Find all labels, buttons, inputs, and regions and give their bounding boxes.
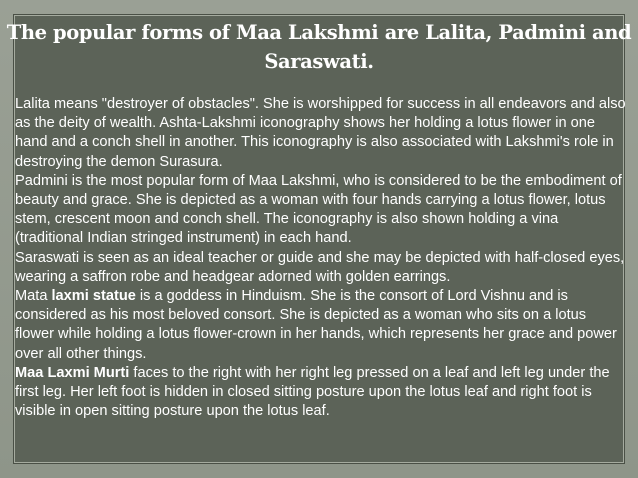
slide-title-line-1: The popular forms of Maa Lakshmi are Lalita, Padmini and (6, 21, 632, 44)
slide-body (15, 95, 627, 421)
slide-title (0, 18, 638, 76)
paragraph-lalita: Lalita means "destroyer of obstacles". She is worshipped for success in all endeavors and also as the deity of wealth. Ashta-Lakshmi iconography shows her holding a lotus flower in one hand and a conch shell in another. This iconography is also associated with Lakshmi's role in destroying the demon Surasura. (15, 96, 626, 170)
mata-bold-term: laxmi statue (51, 288, 136, 305)
mata-prefix: Mata (15, 288, 52, 305)
paragraph-padmini: Padmini is the most popular form of Maa Lakshmi, who is considered to be the embodiment of beauty and grace. She is depicted as a woman with four hands carrying a lotus flower, lotus stem, crescent moon and conch shell. The iconography is also shown holding a vina (traditional Indian stringed instrument) in each hand. (15, 172, 622, 247)
murti-bold-term: Maa Laxmi Murti (15, 364, 130, 381)
paragraph-saraswati: Saraswati is seen as an ideal teacher or guide and she may be depicted with half-closed eyes, wearing a saffron robe and headgear adorned with golden earrings. (15, 249, 625, 285)
mata-rest: is a goddess in Hinduism. She is the consort of Lord Vishnu and is considered as his most beloved consort. She is depicted as a woman who sits on a lotus flower while holding a lotus flower-crown in her hands, which represents her grace and power over all other things. (15, 288, 617, 362)
paragraph-mata-laxmi (15, 287, 627, 364)
slide-title-line-2: Saraswati. (264, 50, 374, 73)
murti-rest: faces to the right with her right leg pressed on a leaf and left leg under the first leg. Her left foot is hidden in closed sitting posture upon the lotus leaf and right foot is visible in open sitting posture upon the lotus leaf. (15, 364, 610, 420)
paragraph-laxmi-murti (15, 364, 627, 422)
